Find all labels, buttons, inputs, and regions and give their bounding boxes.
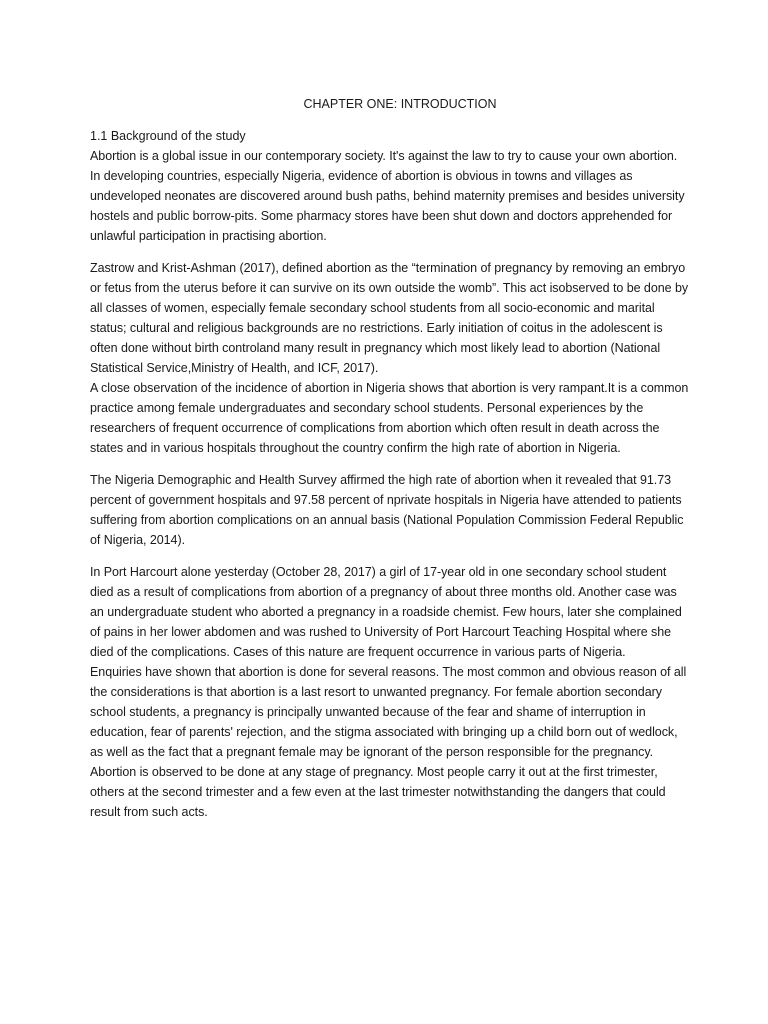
section-heading: 1.1 Background of the study bbox=[90, 129, 246, 143]
paragraph-2: Zastrow and Krist-Ashman (2017), defined abortion as the “termination of pregnancy by removing an embryo or fetus from the uterus before it can survive on its own outside the womb”. This act isobserved to be done by all classes of women, especially female secondary school students from all socio-economic and marital status; cultural and religious backgrounds are no restrictions. Early initiation of coitus in the adolescent is often done without birth controland many result in pregnancy which most likely lead to abortion (National Statistical Service,Ministry of Health, and ICF, 2017). bbox=[90, 261, 689, 375]
paragraph-7: Abortion is observed to be done at any stage of pregnancy. Most people carry it out at the first trimester, others at the second trimester and a few even at the last trimester notwithstanding the dangers that could result from such acts. bbox=[90, 765, 666, 819]
paragraph-3: A close observation of the incidence of abortion in Nigeria shows that abortion is very rampant.It is a common practice among female undergraduates and secondary school students. Personal experiences by the researchers of frequent occurrence of complications from abortion which often result in death across the states and in various hospitals throughout the country confirm the high rate of abortion in Nigeria. bbox=[90, 381, 689, 455]
paragraph-1: Abortion is a global issue in our contemporary society. It's against the law to try to cause your own abortion. In developing countries, especially Nigeria, evidence of abortion is obvious in towns and villages as undeveloped neonates are discovered around bush paths, behind maternity premises and besides university hostels and public borrow-pits. Some pharmacy stores have been shut down and doctors apprehended for unlawful participation in practising abortion. bbox=[90, 149, 685, 243]
chapter-title: CHAPTER ONE: INTRODUCTION bbox=[303, 97, 497, 111]
paragraph-6: Enquiries have shown that abortion is done for several reasons. The most common and obvious reason of all the considerations is that abortion is a last resort to unwanted pregnancy. For female abortion secondary school students, a pregnancy is principally unwanted because of the fear and shame of interruption in education, fear of parents' rejection, and the stigma associated with bringing up a child born out of wedlock, as well as the fact that a pregnant female may be ignorant of the person responsible for the pregnancy. bbox=[90, 665, 687, 759]
paragraph-5: In Port Harcourt alone yesterday (October 28, 2017) a girl of 17-year old in one secondary school student died as a result of complications from abortion of a pregnancy of about three months old. Another case was an undergraduate student who aborted a pregnancy in a roadside chemist. Few hours, later she complained of pains in her lower abdomen and was rushed to University of Port Harcourt Teaching Hospital where she died of the complications. Cases of this nature are frequent occurrence in various parts of Nigeria. bbox=[90, 565, 682, 659]
document-page bbox=[90, 94, 690, 822]
paragraph-4: The Nigeria Demographic and Health Survey affirmed the high rate of abortion when it revealed that 91.73 percent of government hospitals and 97.58 percent of nprivate hospitals in Nigeria have attended to patients suffering from abortion complications on an annual basis (National Population Commission Federal Republic of Nigeria, 2014). bbox=[90, 473, 684, 547]
